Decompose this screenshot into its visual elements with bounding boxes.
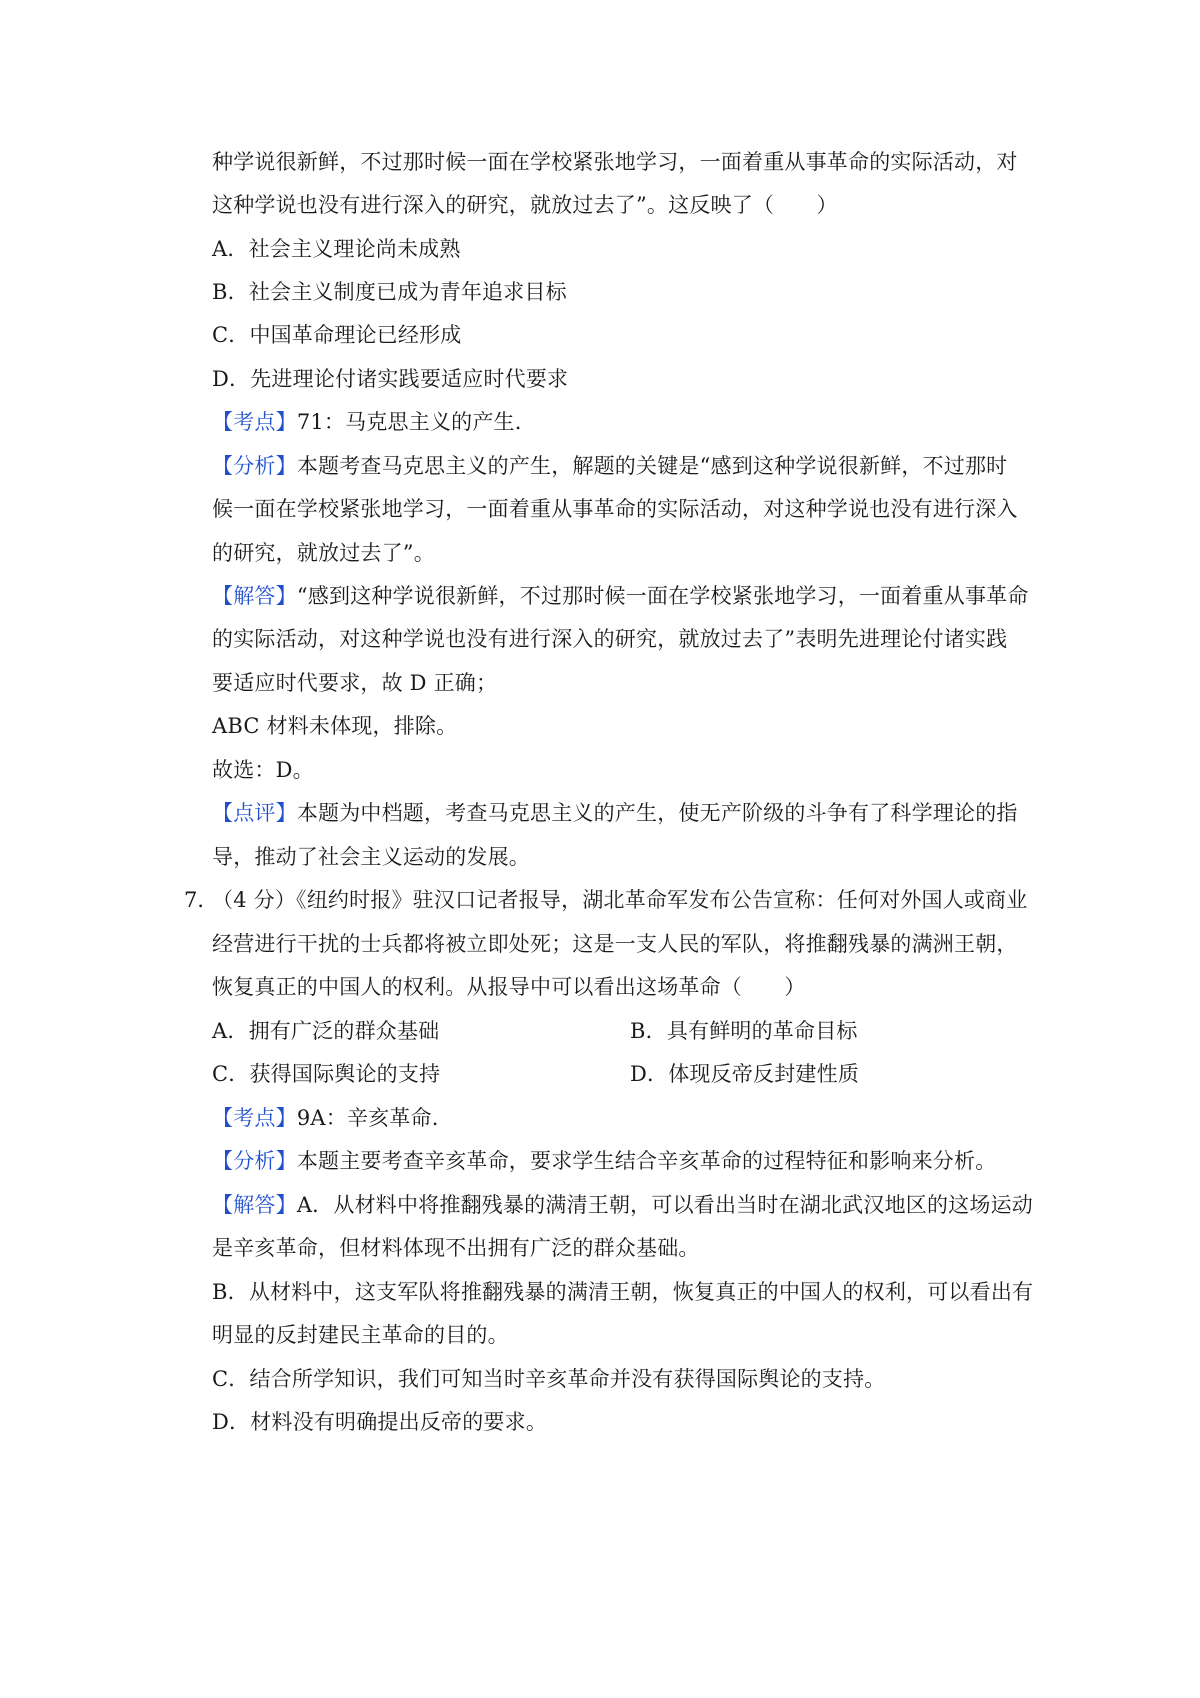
q6-jieda [212,581,1032,611]
q6-dianping [212,798,1032,828]
fenxi-text: 本题考查马克思主义的产生，解题的关键是“感到这种学说很新鲜，不过那时 [296,454,1008,478]
fenxi-tag: 【分析】 [212,1149,297,1173]
q6-kaodian [212,407,1032,437]
dianping-text: 本题为中档题，考查马克思主义的产生，使无产阶级的斗争有了科学理论的指 [296,801,1018,825]
jieda-text: A．从材料中将推翻残暴的满清王朝，可以看出当时在湖北武汉地区的这场运动 [296,1193,1033,1217]
q7-options-row [212,1059,1032,1089]
kaodian-text: 71：马克思主义的产生. [296,410,522,434]
q6-option-b: B．社会主义制度已成为青年追求目标 [212,280,567,304]
q6-dianping-line: 导，推动了社会主义运动的发展。 [212,845,530,869]
q7-jieda-line: 是辛亥革命，但材料体现不出拥有广泛的群众基础。 [212,1236,700,1260]
q6-jieda-line: 要适应时代要求，故 D 正确； [212,671,498,695]
q6-jieda-line: 故选：D。 [212,758,314,782]
q7-stem-line: 经营进行干扰的士兵都将被立即处死；这是一支人民的军队，将推翻残暴的满洲王朝， [212,932,1018,956]
q7-jieda [212,1190,1032,1220]
q7-kaodian [212,1103,1032,1133]
q6-jieda-line: ABC 材料未体现，排除。 [212,714,458,738]
q7-jieda-line: C．结合所学知识，我们可知当时辛亥革命并没有获得国际舆论的支持。 [212,1367,886,1391]
q7-jieda-line: 明显的反封建民主革命的目的。 [212,1323,509,1347]
jieda-tag: 【解答】 [212,1193,297,1217]
jieda-text: “感到这种学说很新鲜，不过那时候一面在学校紧张地学习，一面着重从事革命 [296,584,1029,608]
dianping-tag: 【点评】 [212,801,297,825]
q7-jieda-line: B．从材料中，这支军队将推翻残暴的满清王朝，恢复真正的中国人的权利，可以看出有 [212,1280,1034,1304]
fenxi-text: 本题主要考查辛亥革命，要求学生结合辛亥革命的过程特征和影响来分析。 [296,1149,997,1173]
q6-fenxi [212,451,1032,481]
kaodian-tag: 【考点】 [212,1106,297,1130]
q6-jieda-line: 的实际活动，对这种学说也没有进行深入的研究，就放过去了”表明先进理论付诸实践 [212,627,1008,651]
q7-stem-line: （4 分）《纽约时报》驻汉口记者报导，湖北革命军发布公告宣称：任何对外国人或商业 [212,888,1028,912]
q7-stem-line: 恢复真正的中国人的权利。从报导中可以看出这场革命（ ） [212,975,806,999]
q7-option-c: C．获得国际舆论的支持 [212,1062,441,1086]
fenxi-tag: 【分析】 [212,454,297,478]
jieda-tag: 【解答】 [212,584,297,608]
q6-stem-line: 种学说很新鲜，不过那时候一面在学校紧张地学习，一面着重从事革命的实际活动，对 [212,150,1018,174]
q7-jieda-line: D．材料没有明确提出反帝的要求。 [212,1410,548,1434]
q6-fenxi-line: 的研究，就放过去了”。 [212,541,435,565]
q7-fenxi [212,1146,1032,1176]
q6-fenxi-line: 候一面在学校紧张地学习，一面着重从事革命的实际活动，对这种学说也没有进行深入 [212,497,1018,521]
q7-option-b: B．具有鲜明的革命目标 [630,1019,858,1043]
q7-number: 7． [184,888,219,912]
q7-option-a: A．拥有广泛的群众基础 [212,1019,440,1043]
q7-options-row [212,1016,1032,1046]
q6-option-a: A．社会主义理论尚未成熟 [212,237,461,261]
q7-option-d: D．体现反帝反封建性质 [630,1062,860,1086]
kaodian-text: 9A：辛亥革命. [296,1106,439,1130]
q6-option-d: D．先进理论付诸实践要适应时代要求 [212,367,569,391]
kaodian-tag: 【考点】 [212,410,297,434]
q6-stem-line: 这种学说也没有进行深入的研究，就放过去了”。这反映了（ ） [212,193,838,217]
q6-option-c: C．中国革命理论已经形成 [212,323,462,347]
